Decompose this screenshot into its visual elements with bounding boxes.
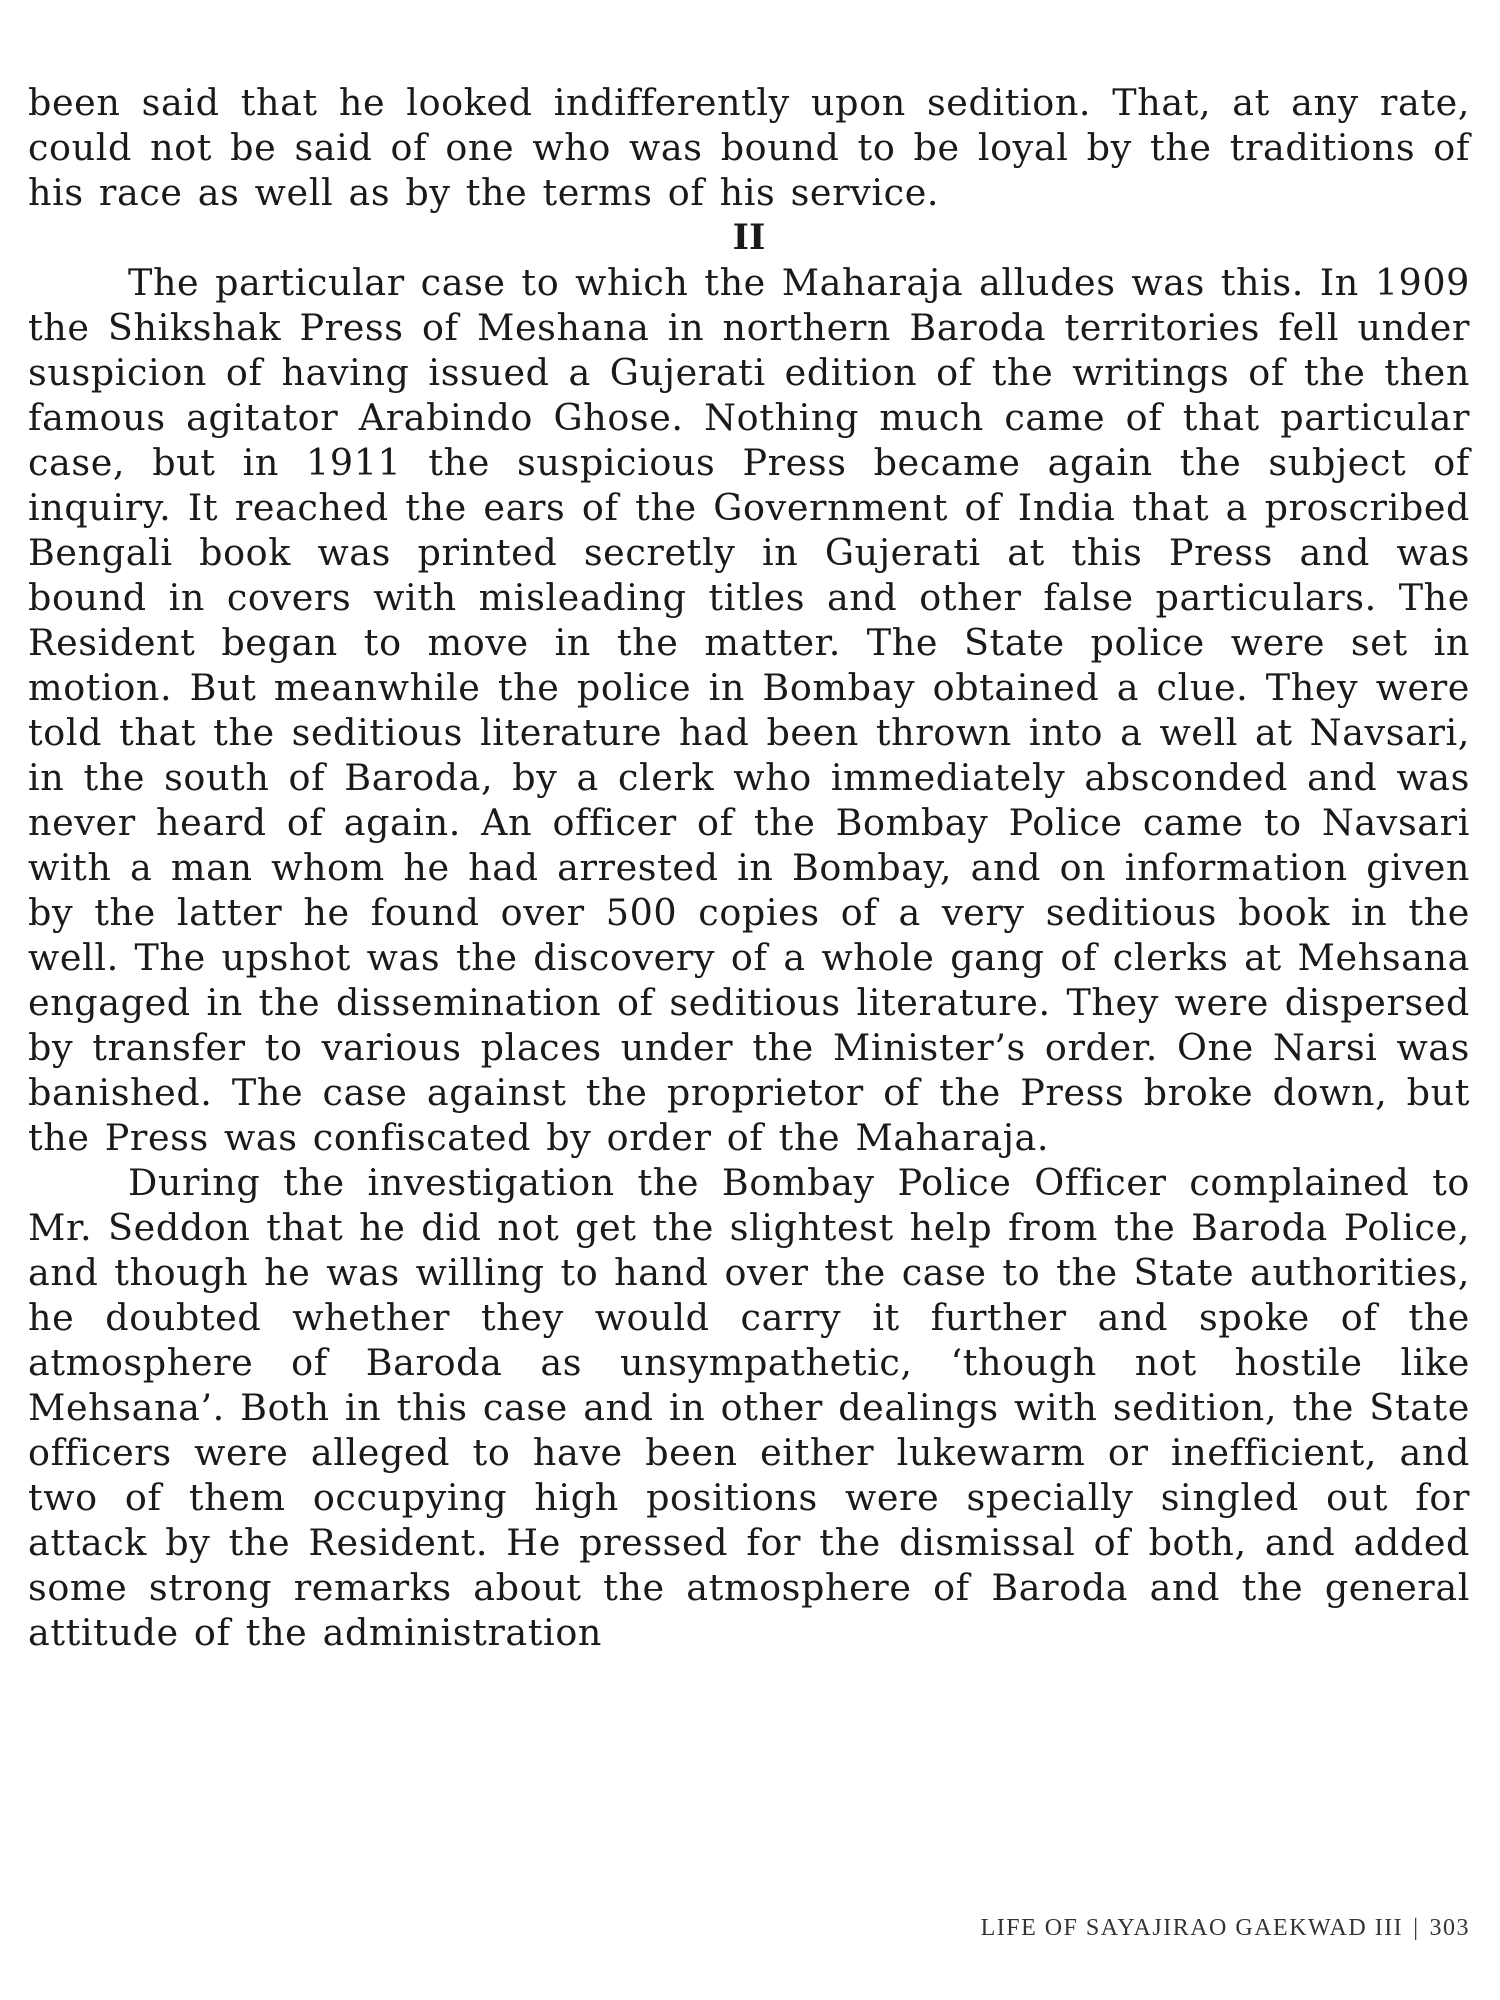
paragraph-investigation: During the investigation the Bombay Police Officer complained to Mr. Seddon that he did not get the slightest help from the Baroda Police, and though he was willing to hand over the case to the State authorities, he doubted whether they would carry it further and spoke of the atmosphere of Baroda as unsympathetic, ‘though not hostile like Mehsana’. Both in this case and in other dealings with sedition, the State officers were alleged to have been either lukewarm or inefficient, and two of them occupying high positions were specially singled out for attack by the Resident. He pressed for the dismissal of both, and added some strong remarks about the atmosphere of Baroda and the general attitude of the administration [28, 1161, 1470, 1654]
page-body [28, 80, 1470, 1960]
paragraph-continued: been said that he looked indifferently upon sedition. That, at any rate, could not be said of one who was bound to be loyal by the traditions of his race as well as by the terms of his service. [28, 81, 1470, 214]
page-number: 303 [1429, 1915, 1470, 1941]
section-heading: II [732, 217, 766, 258]
running-title: LIFE OF SAYAJIRAO GAEKWAD III [980, 1915, 1404, 1941]
paragraph-press-case: The particular case to which the Maharaja alludes was this. In 1909 the Shikshak Press of Meshana in northern Baroda territories fell under suspicion of having issued a Gujerati edition of the writings of the then famous agitator Arabindo Ghose. Nothing much came of that particular case, but in 1911 the suspicious Press became again the subject of inquiry. It reached the ears of the Government of India that a proscribed Bengali book was printed secretly in Gujerati at this Press and was bound in covers with misleading titles and other false particulars. The Resident began to move in the matter. The State police were set in motion. But meanwhile the police in Bombay obtained a clue. They were told that the seditious literature had been thrown into a well at Navsari, in the south of Baroda, by a clerk who immediately absconded and was never heard of again. An officer of the Bombay Police came to Navsari with a man whom he had arrested in Bombay, and on information given by the latter he found over 500 copies of a very seditious book in the well. The upshot was the discovery of a whole gang of clerks at Mehsana engaged in the dissemination of seditious literature. They were dispersed by transfer to various places under the Minister’s order. One Narsi was banished. The case against the proprietor of the Press broke down, but the Press was confiscated by order of the Maharaja. [28, 261, 1470, 1159]
page-footer [981, 1915, 1470, 1942]
footer-separator: | [1413, 1915, 1420, 1941]
